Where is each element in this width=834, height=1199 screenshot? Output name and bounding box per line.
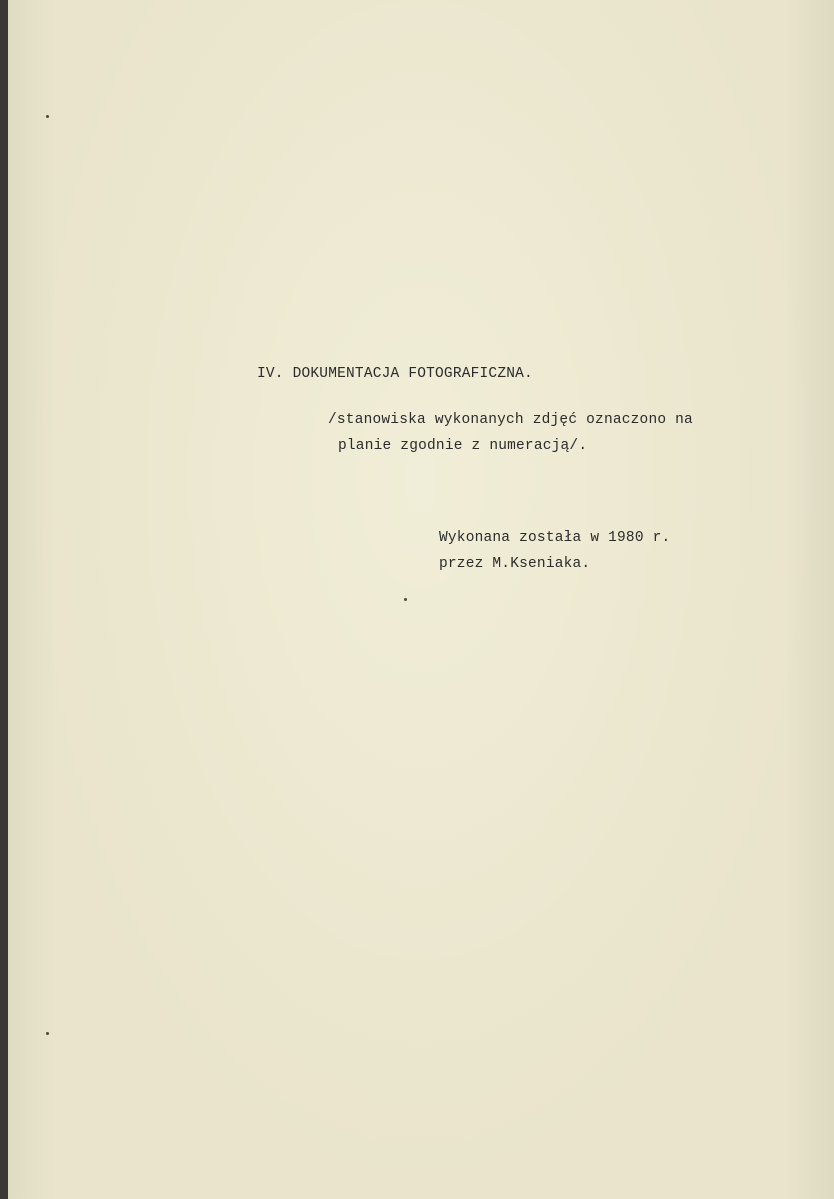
note-line-1: /stanowiska wykonanych zdjęć oznaczono na bbox=[328, 412, 693, 428]
credit-line-2: przez M.Kseniaka. bbox=[439, 556, 591, 572]
section-heading: IV. DOKUMENTACJA FOTOGRAFICZNA. bbox=[257, 366, 533, 382]
paper-speck bbox=[404, 598, 407, 601]
paper-speck bbox=[46, 1032, 49, 1035]
paper-sheet bbox=[8, 0, 834, 1199]
paper-speck bbox=[46, 115, 49, 118]
note-line-2: planie zgodnie z numeracją/. bbox=[338, 438, 588, 454]
credit-line-1: Wykonana została w 1980 r. bbox=[439, 530, 671, 546]
